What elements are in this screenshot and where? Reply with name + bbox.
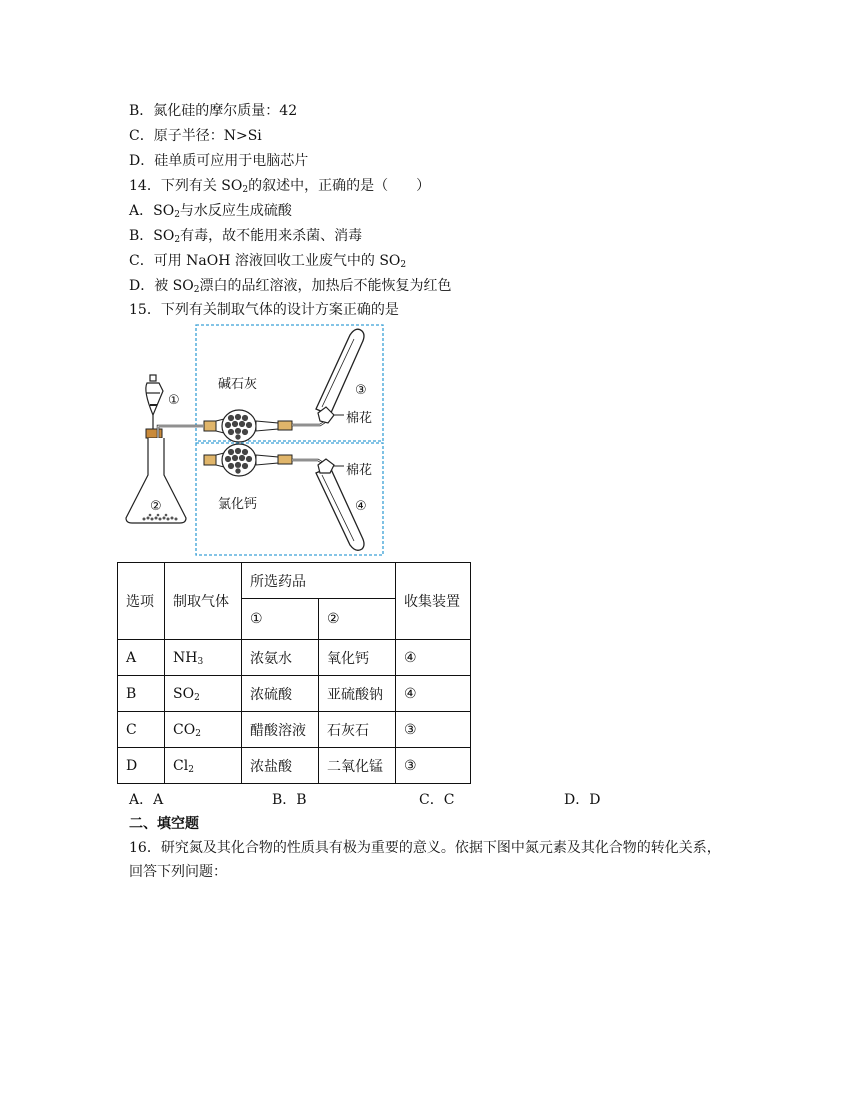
cell-reagent-2: 氧化钙 — [319, 640, 396, 676]
delivery-tube — [158, 426, 203, 438]
cell-collect: ④ — [396, 640, 471, 676]
q14-option-b: B．$SO_2$有毒，故不能用来杀菌、消毒 — [129, 228, 363, 245]
q14-option-d: D．被 $SO_2$漂白的品红溶液，加热后不能恢复为红色 — [129, 278, 452, 295]
q14-stem: 14．下列有关 $SO_2$的叙述中，正确的是（ ） — [129, 178, 431, 195]
answer-c: C．C — [419, 792, 455, 808]
cell-option: D — [118, 748, 165, 784]
q15-stem: 15．下列有关制取气体的设计方案正确的是 — [129, 302, 399, 318]
cell-gas: $SO_2$ — [165, 676, 242, 712]
cell-option: C — [118, 712, 165, 748]
header-gas: 制取气体 — [165, 563, 242, 640]
cell-gas: $Cl_2$ — [165, 748, 242, 784]
cell-option: A — [118, 640, 165, 676]
table-row — [118, 676, 471, 712]
cell-reagent-2: 亚硫酸钠 — [319, 676, 396, 712]
cell-gas: $CO_2$ — [165, 712, 242, 748]
mark-reagent-2: ② — [150, 499, 162, 514]
table-row — [118, 712, 471, 748]
stopper — [146, 429, 162, 438]
header-reagent-1: ① — [242, 599, 319, 640]
apparatus-drawing — [118, 323, 388, 559]
header-reagent-2: ② — [319, 599, 396, 640]
mark-reagent-1: ① — [168, 393, 180, 408]
label-calcium-chloride: 氯化钙 — [218, 497, 258, 512]
table-row — [118, 640, 471, 676]
cell-collect: ④ — [396, 676, 471, 712]
header-reagents: 所选药品 — [242, 563, 396, 599]
answer-a: A．A — [129, 792, 164, 808]
q14-option-a: A．$SO_2$与水反应生成硫酸 — [129, 203, 292, 220]
cell-reagent-1: 浓盐酸 — [242, 748, 319, 784]
label-cotton-bottom: 棉花 — [346, 463, 373, 478]
header-option: 选项 — [118, 563, 165, 640]
label-soda-lime: 碱石灰 — [218, 377, 258, 392]
cell-reagent-1: 醋酸溶液 — [242, 712, 319, 748]
cell-option: B — [118, 676, 165, 712]
label-cotton-top: 棉花 — [346, 411, 373, 426]
q15-options-table — [117, 562, 471, 784]
answer-d: D．D — [564, 792, 601, 808]
cell-reagent-2: 石灰石 — [319, 712, 396, 748]
q13-option-c: C．原子半径：N>Si — [129, 128, 262, 144]
separatory-funnel — [146, 375, 163, 431]
q16-stem-line1: 16．研究氮及其化合物的性质具有极为重要的意义。依据下图中氮元素及其化合物的转化关系， — [129, 840, 721, 856]
cell-reagent-1: 浓氨水 — [242, 640, 319, 676]
delivery-tube-inner — [158, 426, 203, 438]
cell-gas: $NH_3$ — [165, 640, 242, 676]
mark-tube-3: ③ — [355, 383, 367, 398]
q14-option-c: C．可用 NaOH 溶液回收工业废气中的 $SO_2$ — [129, 253, 407, 270]
section-heading-fill-in: 二、填空题 — [129, 816, 199, 832]
drying-tube-top — [204, 410, 328, 442]
answer-b: B．B — [272, 792, 307, 808]
q16-stem-line2: 回答下列问题： — [129, 864, 227, 880]
apparatus-diagram — [118, 323, 388, 559]
drying-tube-bottom — [204, 444, 326, 476]
q15-answer-choices — [129, 789, 749, 809]
table-row — [118, 748, 471, 784]
header-collect: 收集装置 — [396, 563, 471, 640]
cell-collect: ③ — [396, 712, 471, 748]
cell-reagent-2: 二氧化锰 — [319, 748, 396, 784]
cell-collect: ③ — [396, 748, 471, 784]
q13-option-b: B．氮化硅的摩尔质量：42 — [129, 103, 298, 119]
table-header-row — [118, 563, 471, 599]
cell-reagent-1: 浓硫酸 — [242, 676, 319, 712]
mark-tube-4: ④ — [355, 499, 367, 514]
q13-option-d: D．硅单质可应用于电脑芯片 — [129, 153, 309, 169]
